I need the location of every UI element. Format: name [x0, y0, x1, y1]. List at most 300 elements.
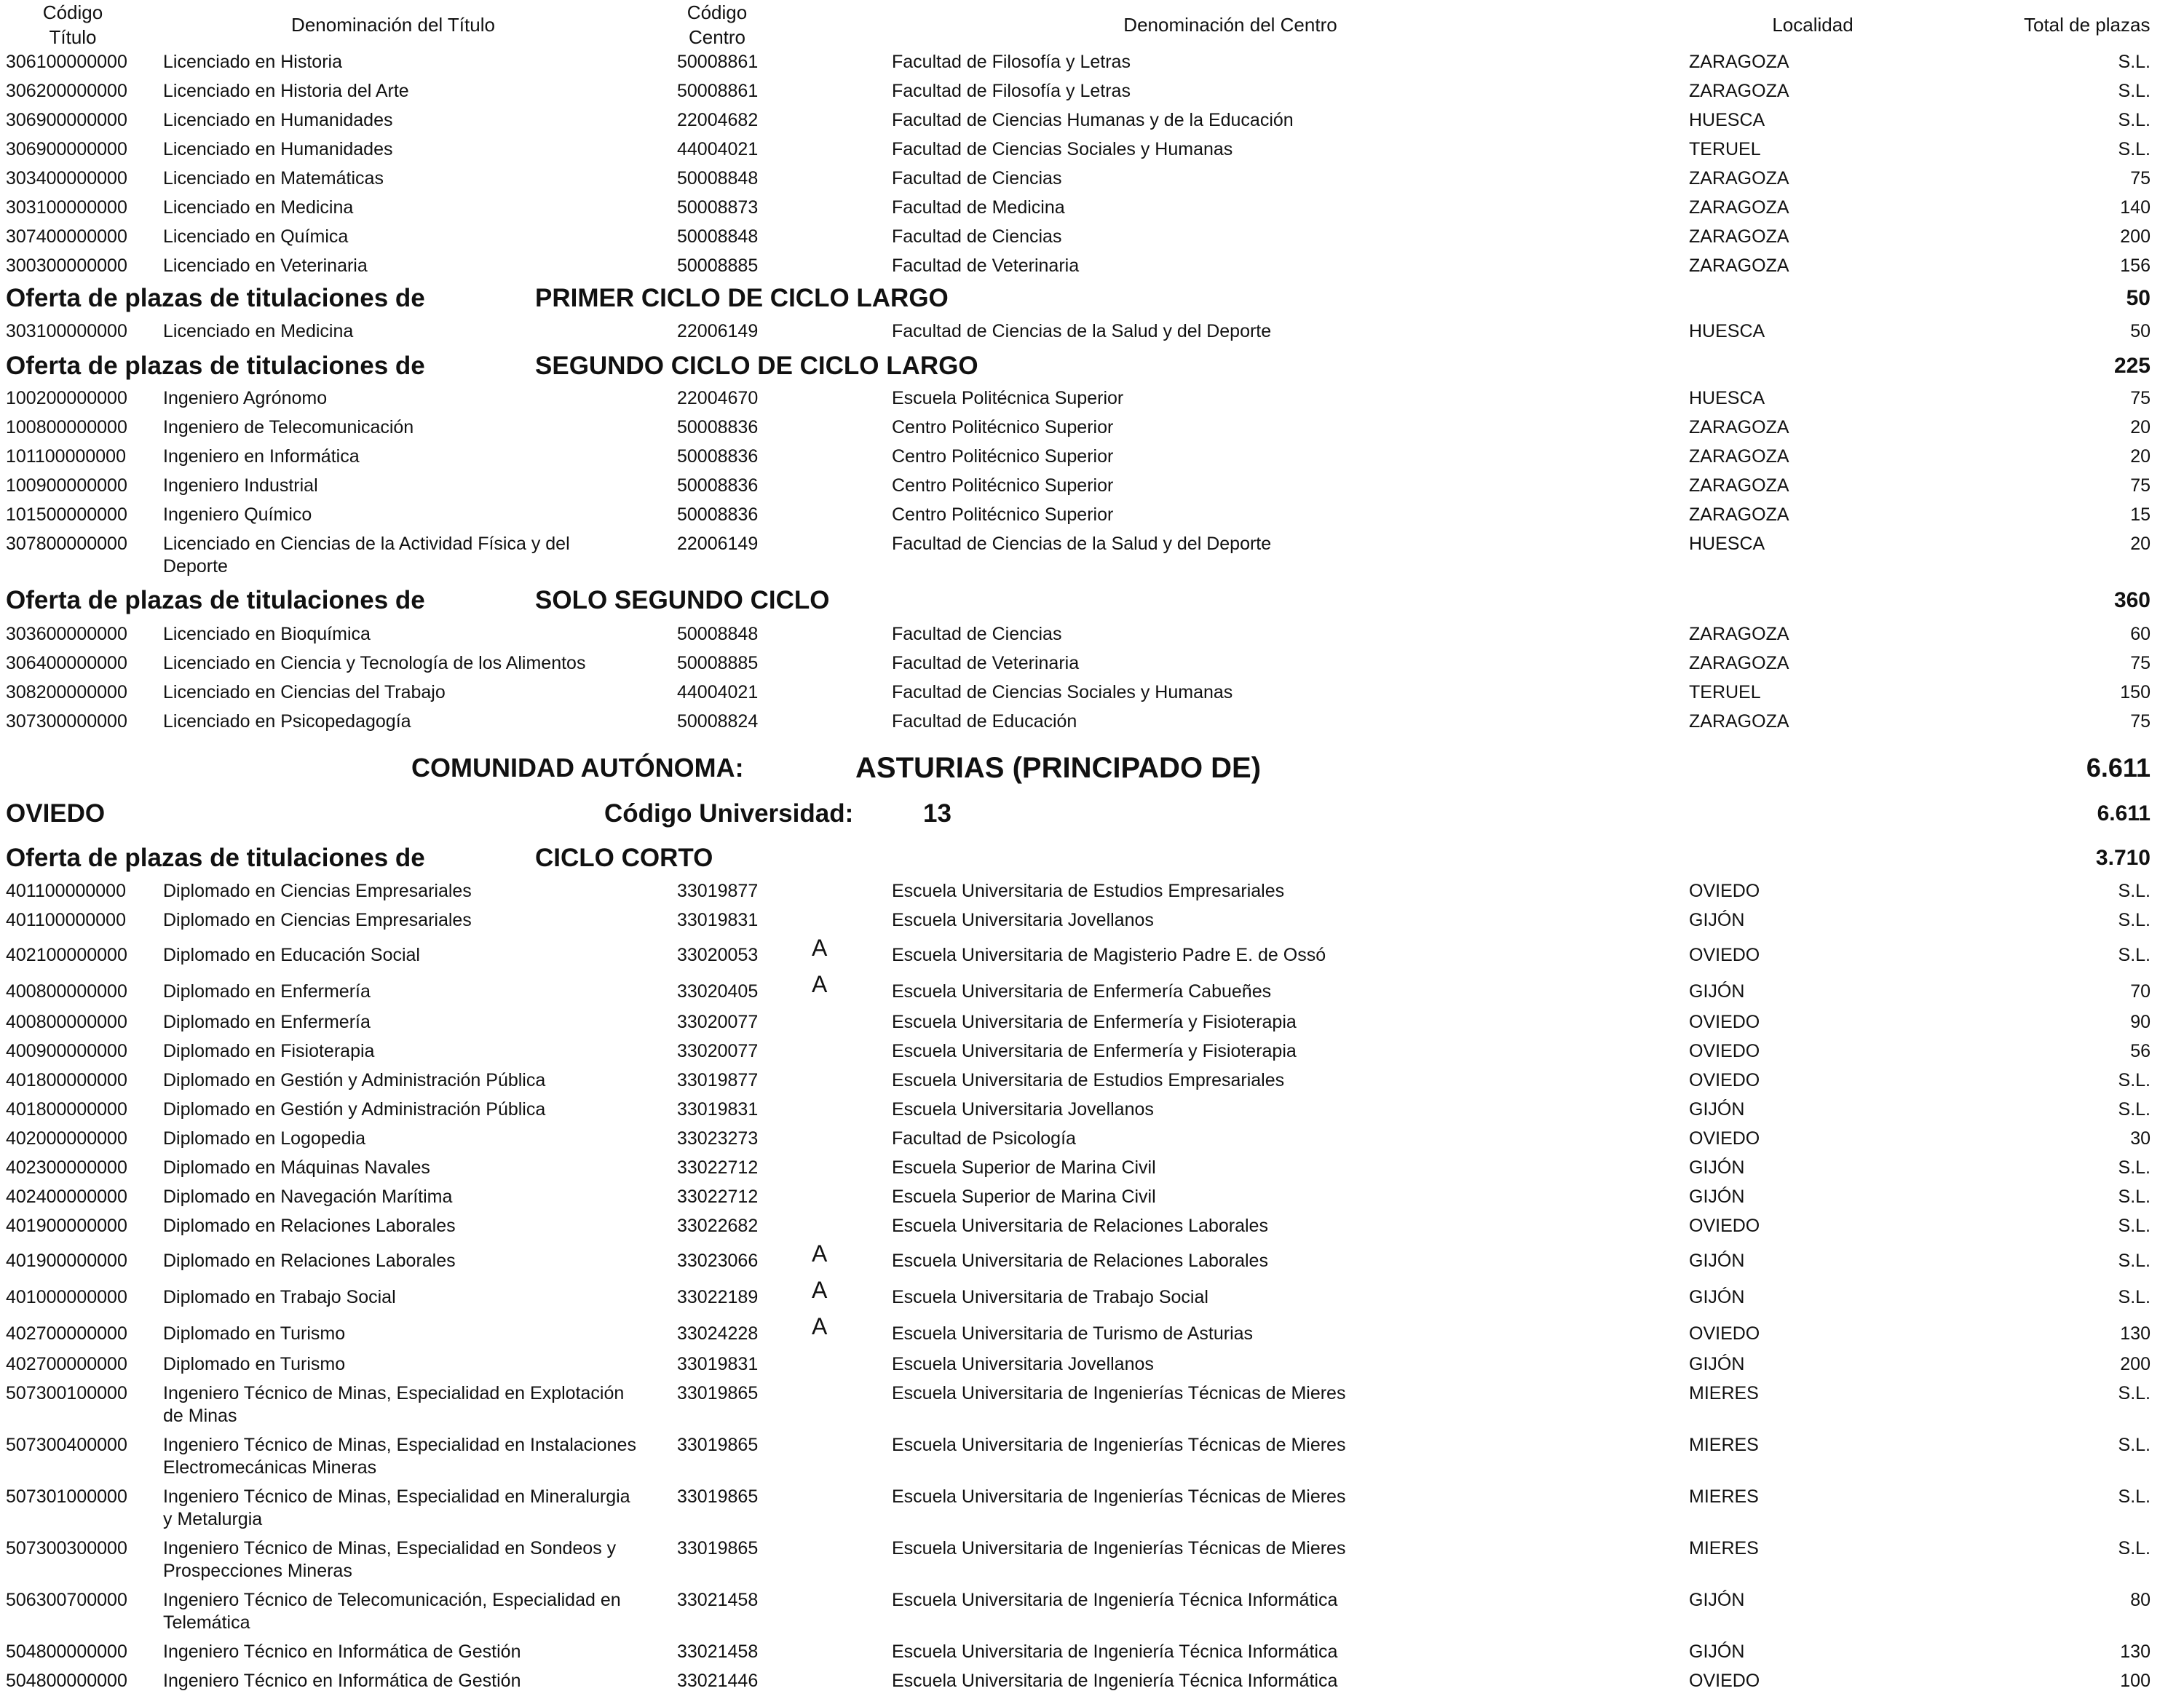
codigo-centro-cell: 50008848 — [677, 168, 759, 189]
codigo-centro-cell: 44004021 — [677, 139, 759, 159]
codigo-centro-cell: 33019831 — [677, 1099, 759, 1120]
total-plazas-cell: 75 — [2130, 653, 2151, 673]
total-plazas-cell: S.L. — [2118, 1486, 2151, 1507]
codigo-titulo-cell: 303100000000 — [6, 321, 127, 341]
total-plazas-cell: 200 — [2120, 226, 2151, 247]
codigo-centro-cell: 33022712 — [677, 1157, 759, 1178]
total-plazas-cell: 75 — [2130, 711, 2151, 732]
denominacion-titulo-cell: Diplomado en Navegación Marítima — [163, 1187, 453, 1207]
table-row — [0, 226, 2184, 255]
denominacion-titulo-cell: Ingeniero Técnico de Minas, Especialidad en Sondeos y Prospecciones Mineras — [163, 1538, 617, 1581]
codigo-centro-cell: 50008836 — [677, 417, 759, 437]
section-total: 3.710 — [2095, 846, 2151, 870]
localidad-cell: ZARAGOZA — [1689, 504, 1789, 525]
denominacion-centro-cell: Escuela Universitaria de Magisterio Padre E. de Ossó — [892, 945, 1326, 965]
table-row — [0, 197, 2184, 226]
codigo-centro-cell: 33021446 — [677, 1671, 759, 1691]
denominacion-centro-cell: Escuela Universitaria Jovellanos — [892, 1354, 1154, 1374]
denominacion-titulo-cell: Diplomado en Turismo — [163, 1354, 346, 1374]
table-row — [0, 1670, 2184, 1699]
codigo-centro-cell: 22004682 — [677, 110, 759, 130]
localidad-cell: OVIEDO — [1689, 945, 1760, 965]
denominacion-titulo-cell: Diplomado en Enfermería — [163, 981, 371, 1002]
localidad-cell: HUESCA — [1689, 110, 1765, 130]
codigo-centro-cell: 50008848 — [677, 624, 759, 644]
denominacion-titulo-cell: Diplomado en Relaciones Laborales — [163, 1251, 456, 1271]
denominacion-centro-cell: Escuela Superior de Marina Civil — [892, 1157, 1156, 1178]
section-total: 225 — [2113, 354, 2151, 378]
total-plazas-cell: S.L. — [2118, 945, 2151, 965]
localidad-cell: ZARAGOZA — [1689, 475, 1789, 496]
codigo-centro-cell: 33019877 — [677, 881, 759, 901]
total-plazas-cell: S.L. — [2118, 1383, 2151, 1403]
codigo-centro-cell: 50008861 — [677, 81, 759, 101]
denominacion-titulo-cell: Ingeniero en Informática — [163, 446, 360, 467]
codigo-centro-cell: 22004670 — [677, 388, 759, 408]
codigo-titulo-cell: 402100000000 — [6, 945, 127, 965]
total-plazas-cell: S.L. — [2118, 1251, 2151, 1271]
total-plazas-cell: 90 — [2130, 1012, 2151, 1032]
localidad-cell: MIERES — [1689, 1486, 1759, 1507]
denominacion-centro-cell: Escuela Universitaria de Ingenierías Técnicas de Mieres — [892, 1538, 1346, 1559]
section-type: SOLO SEGUNDO CICLO — [535, 586, 830, 614]
localidad-cell: ZARAGOZA — [1689, 653, 1789, 673]
denominacion-titulo-cell: Licenciado en Psicopedagogía — [163, 711, 411, 732]
localidad-cell: GIJÓN — [1689, 1590, 1745, 1610]
codigo-centro-cell: 33022682 — [677, 1216, 759, 1236]
denominacion-titulo-cell: Licenciado en Veterinaria — [163, 256, 368, 276]
total-plazas-cell: 156 — [2120, 256, 2151, 276]
denominacion-titulo-cell: Diplomado en Gestión y Administración Pública — [163, 1070, 546, 1090]
table-row — [0, 387, 2184, 416]
section-type: CICLO CORTO — [535, 844, 713, 872]
total-plazas-cell: S.L. — [2118, 910, 2151, 930]
codigo-titulo-cell: 401900000000 — [6, 1216, 127, 1236]
codigo-centro-cell: 33019831 — [677, 910, 759, 930]
a-mark-cell: A — [812, 935, 828, 961]
codigo-centro-cell: 33019831 — [677, 1354, 759, 1374]
section-ciclo-corto — [0, 841, 2184, 875]
denominacion-titulo-cell: Ingeniero Industrial — [163, 475, 318, 496]
table-row — [0, 138, 2184, 167]
denominacion-centro-cell: Escuela Universitaria de Ingenierías Técnicas de Mieres — [892, 1435, 1346, 1455]
denominacion-centro-cell: Centro Politécnico Superior — [892, 417, 1114, 437]
codigo-titulo-cell: 400800000000 — [6, 981, 127, 1002]
codigo-titulo-cell: 507300100000 — [6, 1383, 127, 1403]
localidad-cell: TERUEL — [1689, 682, 1761, 702]
codigo-centro-cell: 22006149 — [677, 321, 759, 341]
codigo-centro-cell: 33020077 — [677, 1041, 759, 1061]
table-row — [0, 909, 2184, 938]
denominacion-centro-cell: Facultad de Veterinaria — [892, 653, 1080, 673]
denominacion-centro-cell: Escuela Universitaria de Enfermería Cabueñes — [892, 981, 1272, 1002]
denominacion-centro-cell: Facultad de Educación — [892, 711, 1077, 732]
codigo-centro-cell: 33019865 — [677, 1486, 759, 1507]
total-plazas-cell: 130 — [2120, 1323, 2151, 1344]
denominacion-centro-cell: Escuela Universitaria de Enfermería y Fisioterapia — [892, 1012, 1297, 1032]
denominacion-titulo-cell: Licenciado en Humanidades — [163, 139, 393, 159]
denominacion-titulo-cell: Diplomado en Relaciones Laborales — [163, 1216, 456, 1236]
section-segundo-ciclo — [0, 349, 2184, 383]
localidad-cell: ZARAGOZA — [1689, 417, 1789, 437]
comunidad-total: 6.611 — [2086, 753, 2151, 783]
comunidad-name: ASTURIAS (PRINCIPADO DE) — [855, 752, 1262, 784]
localidad-cell: OVIEDO — [1689, 1070, 1760, 1090]
codigo-centro-cell: 50008885 — [677, 256, 759, 276]
localidad-cell: OVIEDO — [1689, 1041, 1760, 1061]
denominacion-centro-cell: Escuela Universitaria de Turismo de Asturias — [892, 1323, 1254, 1344]
table-row — [0, 1040, 2184, 1069]
table-row — [0, 1589, 2184, 1641]
a-mark-cell: A — [812, 1240, 828, 1267]
codigo-titulo-cell: 306100000000 — [6, 52, 127, 72]
denominacion-titulo-cell: Diplomado en Trabajo Social — [163, 1287, 396, 1307]
localidad-cell: MIERES — [1689, 1538, 1759, 1559]
total-plazas-cell: 70 — [2130, 981, 2151, 1002]
codigo-titulo-cell: 306900000000 — [6, 110, 127, 130]
denominacion-centro-cell: Centro Politécnico Superior — [892, 446, 1114, 467]
codigo-titulo-cell: 507300400000 — [6, 1435, 127, 1455]
codigo-centro-cell: 33020053 — [677, 945, 759, 965]
table-row — [0, 971, 2184, 1011]
total-plazas-cell: 80 — [2130, 1590, 2151, 1610]
codigo-centro-cell: 33023273 — [677, 1128, 759, 1149]
denominacion-titulo-cell: Licenciado en Medicina — [163, 197, 354, 218]
table-row — [0, 652, 2184, 681]
denominacion-centro-cell: Escuela Universitaria de Ingeniería Técnica Informática — [892, 1590, 1338, 1610]
total-plazas-cell: S.L. — [2118, 881, 2151, 901]
codigo-titulo-cell: 306900000000 — [6, 139, 127, 159]
codigo-centro-cell: 33020077 — [677, 1012, 759, 1032]
codigo-centro-cell: 50008836 — [677, 504, 759, 525]
denominacion-centro-cell: Facultad de Ciencias de la Salud y del Deporte — [892, 534, 1272, 554]
total-plazas-cell: 75 — [2130, 388, 2151, 408]
total-plazas-cell: 100 — [2120, 1671, 2151, 1691]
total-plazas-cell: S.L. — [2118, 139, 2151, 159]
localidad-cell: HUESCA — [1689, 388, 1765, 408]
table-row — [0, 1157, 2184, 1186]
total-plazas-cell: 75 — [2130, 475, 2151, 496]
table-row — [0, 681, 2184, 710]
codigo-centro-cell: 50008848 — [677, 226, 759, 247]
codigo-titulo-cell: 401100000000 — [6, 881, 126, 901]
denominacion-titulo-cell: Diplomado en Ciencias Empresariales — [163, 910, 472, 930]
codigo-titulo-cell: 507301000000 — [6, 1486, 127, 1507]
localidad-cell: TERUEL — [1689, 139, 1761, 159]
codigo-titulo-cell: 401100000000 — [6, 910, 126, 930]
codigo-centro-cell: 33019865 — [677, 1538, 759, 1559]
codigo-centro-cell: 44004021 — [677, 682, 759, 702]
total-plazas-cell: S.L. — [2118, 52, 2151, 72]
localidad-cell: OVIEDO — [1689, 1216, 1760, 1236]
localidad-cell: OVIEDO — [1689, 881, 1760, 901]
table-row — [0, 533, 2184, 584]
codigo-centro-cell: 50008861 — [677, 52, 759, 72]
localidad-cell: GIJÓN — [1689, 1099, 1745, 1120]
codigo-titulo-cell: 307400000000 — [6, 226, 127, 247]
codigo-centro-cell: 33023066 — [677, 1251, 759, 1271]
codigo-titulo-cell: 306200000000 — [6, 81, 127, 101]
denominacion-titulo-cell: Diplomado en Máquinas Navales — [163, 1157, 430, 1178]
denominacion-centro-cell: Escuela Universitaria de Ingeniería Técnica Informática — [892, 1641, 1338, 1662]
section-total: 360 — [2113, 588, 2151, 612]
header-total-plazas: Total de plazas — [2024, 14, 2151, 36]
codigo-titulo-cell: 402400000000 — [6, 1187, 127, 1207]
localidad-cell: ZARAGOZA — [1689, 81, 1789, 101]
codigo-titulo-cell: 506300700000 — [6, 1590, 127, 1610]
denominacion-centro-cell: Escuela Universitaria de Estudios Empresariales — [892, 1070, 1285, 1090]
denominacion-titulo-cell: Licenciado en Química — [163, 226, 349, 247]
denominacion-titulo-cell: Diplomado en Gestión y Administración Pública — [163, 1099, 546, 1120]
denominacion-centro-cell: Centro Politécnico Superior — [892, 504, 1114, 525]
codigo-titulo-cell: 100800000000 — [6, 417, 127, 437]
denominacion-centro-cell: Facultad de Ciencias Sociales y Humanas — [892, 139, 1233, 159]
total-plazas-cell: 20 — [2130, 417, 2151, 437]
codigo-centro-cell: 33020405 — [677, 981, 759, 1002]
codigo-titulo-cell: 100200000000 — [6, 388, 127, 408]
codigo-titulo-cell: 400800000000 — [6, 1012, 127, 1032]
localidad-cell: OVIEDO — [1689, 1323, 1760, 1344]
denominacion-centro-cell: Facultad de Ciencias de la Salud y del Deporte — [892, 321, 1272, 341]
total-plazas-cell: S.L. — [2118, 1070, 2151, 1090]
denominacion-titulo-cell: Licenciado en Ciencias del Trabajo — [163, 682, 446, 702]
denominacion-titulo-cell: Ingeniero Técnico de Minas, Especialidad en Instalaciones Electromecánicas Mineras — [163, 1435, 636, 1478]
denominacion-centro-cell: Escuela Universitaria Jovellanos — [892, 1099, 1154, 1120]
universidad-total: 6.611 — [2097, 801, 2151, 825]
a-mark-cell: A — [812, 1277, 828, 1303]
codigo-centro-cell: 33019877 — [677, 1070, 759, 1090]
table-row — [0, 475, 2184, 504]
total-plazas-cell: 200 — [2120, 1354, 2151, 1374]
codigo-titulo-cell: 402300000000 — [6, 1157, 127, 1178]
table-row — [0, 320, 2184, 349]
localidad-cell: GIJÓN — [1689, 1157, 1745, 1178]
codigo-centro-cell: 50008885 — [677, 653, 759, 673]
section-label: Oferta de plazas de titulaciones de — [6, 284, 425, 312]
denominacion-titulo-cell: Licenciado en Ciencia y Tecnología de los Alimentos — [163, 653, 586, 673]
header-codigo-centro: Código Centro — [687, 1, 748, 48]
codigo-titulo-cell: 303400000000 — [6, 168, 127, 189]
denominacion-titulo-cell: Licenciado en Matemáticas — [163, 168, 384, 189]
universidad-code-label: Código Universidad: — [604, 799, 854, 828]
section-total: 50 — [2126, 286, 2151, 310]
total-plazas-cell: S.L. — [2118, 1099, 2151, 1120]
comunidad-autonoma-heading — [0, 750, 2184, 786]
denominacion-centro-cell: Escuela Universitaria de Ingeniería Técnica Informática — [892, 1671, 1338, 1691]
comunidad-label: COMUNIDAD AUTÓNOMA: — [411, 753, 744, 783]
denominacion-centro-cell: Escuela Universitaria de Relaciones Laborales — [892, 1216, 1268, 1236]
denominacion-titulo-cell: Ingeniero de Telecomunicación — [163, 417, 414, 437]
total-plazas-cell: S.L. — [2118, 1157, 2151, 1178]
total-plazas-cell: 50 — [2130, 321, 2151, 341]
total-plazas-cell: S.L. — [2118, 1538, 2151, 1559]
total-plazas-cell: S.L. — [2118, 1435, 2151, 1455]
denominacion-centro-cell: Facultad de Filosofía y Letras — [892, 52, 1131, 72]
a-mark-cell: A — [812, 1313, 828, 1339]
table-row — [0, 51, 2184, 80]
codigo-centro-cell: 33021458 — [677, 1590, 759, 1610]
table-row — [0, 1434, 2184, 1486]
denominacion-titulo-cell: Ingeniero Agrónomo — [163, 388, 328, 408]
codigo-titulo-cell: 504800000000 — [6, 1641, 127, 1662]
total-plazas-cell: 150 — [2120, 682, 2151, 702]
denominacion-titulo-cell: Ingeniero Técnico en Informática de Gestión — [163, 1671, 521, 1691]
denominacion-titulo-cell: Ingeniero Químico — [163, 504, 312, 525]
codigo-titulo-cell: 401900000000 — [6, 1251, 127, 1271]
header-denominacion-titulo: Denominación del Título — [291, 14, 495, 36]
table-row — [0, 445, 2184, 475]
table-row — [0, 80, 2184, 109]
codigo-centro-cell: 22006149 — [677, 534, 759, 554]
denominacion-titulo-cell: Diplomado en Logopedia — [163, 1128, 365, 1149]
total-plazas-cell: 56 — [2130, 1041, 2151, 1061]
codigo-titulo-cell: 306400000000 — [6, 653, 127, 673]
denominacion-centro-cell: Escuela Universitaria de Estudios Empresariales — [892, 881, 1285, 901]
denominacion-titulo-cell: Diplomado en Enfermería — [163, 1012, 371, 1032]
denominacion-centro-cell: Facultad de Ciencias — [892, 624, 1062, 644]
denominacion-titulo-cell: Licenciado en Ciencias de la Actividad Física y del Deporte — [163, 534, 570, 577]
denominacion-titulo-cell: Diplomado en Fisioterapia — [163, 1041, 375, 1061]
table-row — [0, 255, 2184, 284]
codigo-titulo-cell: 507300300000 — [6, 1538, 127, 1559]
denominacion-titulo-cell: Ingeniero Técnico en Informática de Gestión — [163, 1641, 521, 1662]
codigo-titulo-cell: 504800000000 — [6, 1671, 127, 1691]
denominacion-centro-cell: Facultad de Ciencias — [892, 168, 1062, 189]
codigo-titulo-cell: 303600000000 — [6, 624, 127, 644]
a-mark-cell: A — [812, 971, 828, 997]
table-row — [0, 1215, 2184, 1244]
total-plazas-cell: 75 — [2130, 168, 2151, 189]
denominacion-titulo-cell: Ingeniero Técnico de Minas, Especialidad en Explotación de Minas — [163, 1383, 625, 1426]
codigo-titulo-cell: 402700000000 — [6, 1354, 127, 1374]
table-row — [0, 710, 2184, 740]
denominacion-centro-cell: Facultad de Psicología — [892, 1128, 1076, 1149]
denominacion-centro-cell: Facultad de Veterinaria — [892, 256, 1080, 276]
codigo-titulo-cell: 300300000000 — [6, 256, 127, 276]
denominacion-titulo-cell: Licenciado en Historia del Arte — [163, 81, 409, 101]
denominacion-centro-cell: Escuela Universitaria de Ingenierías Técnicas de Mieres — [892, 1486, 1346, 1507]
table-row — [0, 1240, 2184, 1280]
localidad-cell: GIJÓN — [1689, 1641, 1745, 1662]
codigo-centro-cell: 50008873 — [677, 197, 759, 218]
codigo-titulo-cell: 101500000000 — [6, 504, 127, 525]
section-type: PRIMER CICLO DE CICLO LARGO — [535, 284, 949, 312]
section-label: Oferta de plazas de titulaciones de — [6, 844, 425, 872]
total-plazas-cell: 60 — [2130, 624, 2151, 644]
total-plazas-cell: 30 — [2130, 1128, 2151, 1149]
total-plazas-cell: 20 — [2130, 534, 2151, 554]
total-plazas-cell: 20 — [2130, 446, 2151, 467]
codigo-titulo-cell: 307300000000 — [6, 711, 127, 732]
localidad-cell: ZARAGOZA — [1689, 711, 1789, 732]
denominacion-centro-cell: Facultad de Filosofía y Letras — [892, 81, 1131, 101]
total-plazas-cell: S.L. — [2118, 1216, 2151, 1236]
universidad-code: 13 — [923, 799, 951, 828]
denominacion-centro-cell: Facultad de Ciencias — [892, 226, 1062, 247]
codigo-centro-cell: 50008836 — [677, 446, 759, 467]
codigo-titulo-cell: 303100000000 — [6, 197, 127, 218]
localidad-cell: HUESCA — [1689, 534, 1765, 554]
table-row — [0, 1641, 2184, 1670]
universidad-name: OVIEDO — [6, 799, 106, 828]
codigo-centro-cell: 33022189 — [677, 1287, 759, 1307]
codigo-centro-cell: 50008824 — [677, 711, 759, 732]
total-plazas-cell: 130 — [2120, 1641, 2151, 1662]
total-plazas-cell: 140 — [2120, 197, 2151, 218]
localidad-cell: ZARAGOZA — [1689, 226, 1789, 247]
denominacion-titulo-cell: Diplomado en Turismo — [163, 1323, 346, 1344]
table-row — [0, 1537, 2184, 1589]
codigo-titulo-cell: 401800000000 — [6, 1070, 127, 1090]
codigo-titulo-cell: 100900000000 — [6, 475, 127, 496]
header-codigo-titulo: Código Título — [42, 1, 103, 48]
denominacion-centro-cell: Escuela Superior de Marina Civil — [892, 1187, 1156, 1207]
table-row — [0, 1353, 2184, 1382]
header-localidad: Localidad — [1772, 14, 1853, 36]
table-row — [0, 1486, 2184, 1537]
codigo-titulo-cell: 402700000000 — [6, 1323, 127, 1344]
localidad-cell: GIJÓN — [1689, 1251, 1745, 1271]
denominacion-titulo-cell: Licenciado en Humanidades — [163, 110, 393, 130]
localidad-cell: OVIEDO — [1689, 1012, 1760, 1032]
table-row — [0, 504, 2184, 533]
denominacion-centro-cell: Escuela Universitaria de Relaciones Laborales — [892, 1251, 1268, 1271]
denominacion-centro-cell: Escuela Universitaria de Trabajo Social — [892, 1287, 1208, 1307]
localidad-cell: ZARAGOZA — [1689, 168, 1789, 189]
localidad-cell: GIJÓN — [1689, 910, 1745, 930]
section-solo-segundo-ciclo — [0, 584, 2184, 617]
table-row — [0, 1382, 2184, 1434]
localidad-cell: ZARAGOZA — [1689, 624, 1789, 644]
table-row — [0, 623, 2184, 652]
denominacion-centro-cell: Facultad de Ciencias Sociales y Humanas — [892, 682, 1233, 702]
localidad-cell: ZARAGOZA — [1689, 52, 1789, 72]
table-row — [0, 1098, 2184, 1128]
localidad-cell: GIJÓN — [1689, 1354, 1745, 1374]
codigo-titulo-cell: 307800000000 — [6, 534, 127, 554]
codigo-centro-cell: 33019865 — [677, 1383, 759, 1403]
localidad-cell: OVIEDO — [1689, 1128, 1760, 1149]
header-denominacion-centro: Denominación del Centro — [1123, 14, 1337, 36]
codigo-titulo-cell: 401000000000 — [6, 1287, 127, 1307]
codigo-centro-cell: 33022712 — [677, 1187, 759, 1207]
denominacion-titulo-cell: Ingeniero Técnico de Telecomunicación, Especialidad en Telemática — [163, 1590, 621, 1633]
table-row — [0, 880, 2184, 909]
localidad-cell: ZARAGOZA — [1689, 197, 1789, 218]
denominacion-centro-cell: Escuela Politécnica Superior — [892, 388, 1124, 408]
denominacion-titulo-cell: Ingeniero Técnico de Minas, Especialidad en Mineralurgia y Metalurgia — [163, 1486, 630, 1529]
denominacion-titulo-cell: Licenciado en Bioquímica — [163, 624, 371, 644]
denominacion-titulo-cell: Licenciado en Medicina — [163, 321, 354, 341]
codigo-centro-cell: 33021458 — [677, 1641, 759, 1662]
table-row — [0, 1186, 2184, 1215]
table-row — [0, 1069, 2184, 1098]
denominacion-titulo-cell: Diplomado en Ciencias Empresariales — [163, 881, 472, 901]
localidad-cell: MIERES — [1689, 1383, 1759, 1403]
total-plazas-cell: S.L. — [2118, 1187, 2151, 1207]
table-row — [0, 935, 2184, 975]
section-label: Oferta de plazas de titulaciones de — [6, 352, 425, 380]
denominacion-titulo-cell: Licenciado en Historia — [163, 52, 342, 72]
total-plazas-cell: S.L. — [2118, 1287, 2151, 1307]
localidad-cell: MIERES — [1689, 1435, 1759, 1455]
table-row — [0, 1277, 2184, 1317]
table-row — [0, 1128, 2184, 1157]
denominacion-centro-cell: Escuela Universitaria de Ingenierías Técnicas de Mieres — [892, 1383, 1346, 1403]
table-row — [0, 1313, 2184, 1353]
codigo-centro-cell: 33024228 — [677, 1323, 759, 1344]
localidad-cell: HUESCA — [1689, 321, 1765, 341]
